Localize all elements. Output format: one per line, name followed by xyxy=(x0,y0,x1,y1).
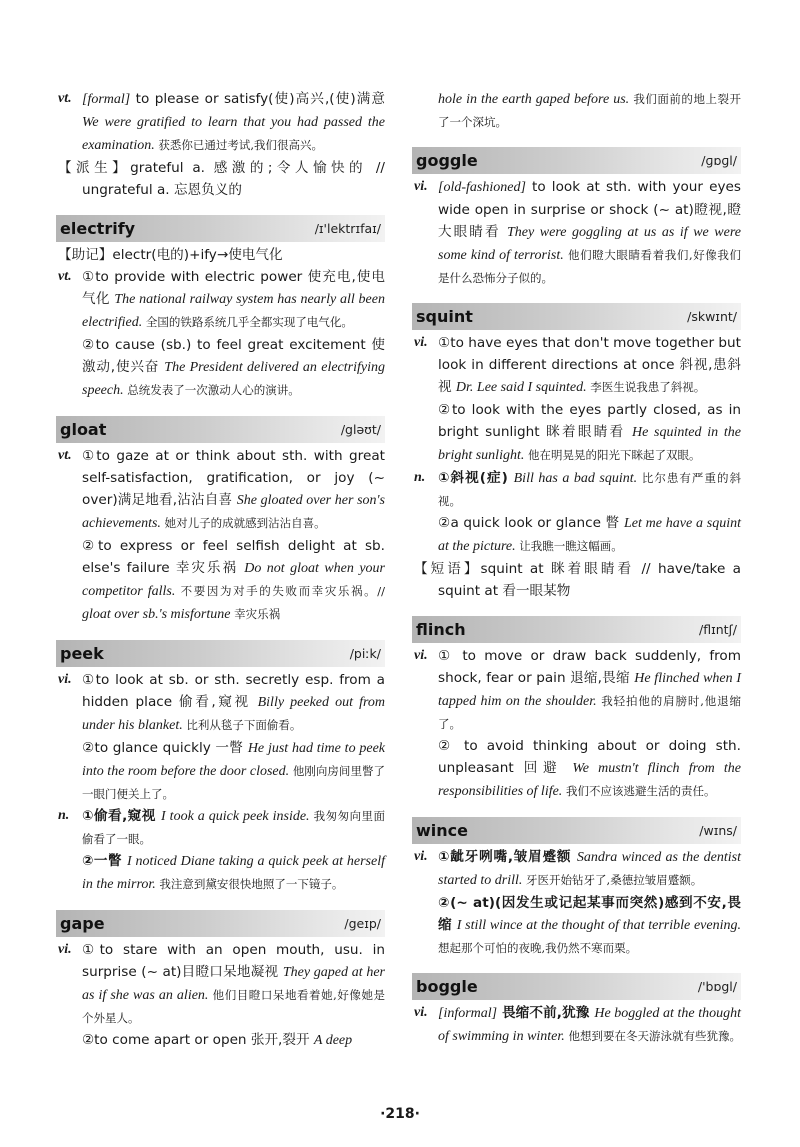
sense xyxy=(82,850,385,896)
translation: 获悉你已通过考试,我们很高兴。 xyxy=(154,138,324,152)
headword: electrify xyxy=(60,218,136,238)
pronunciation: /piːk/ xyxy=(349,645,381,661)
translation: 她对儿子的成就感到沾沾自喜。 xyxy=(160,516,326,530)
definition: ②a quick look or glance 瞥 xyxy=(438,515,625,531)
memo-note: 【助记】electr(电的)+ify→使电气化 xyxy=(58,247,283,263)
translation: 我匆匆向里面偷看了一眼。 xyxy=(82,809,385,846)
entry-header-peek xyxy=(56,640,385,667)
definition: ①to stare with an open mouth, usu. in surprise (~ at)目瞪口呆地凝视 xyxy=(82,942,385,980)
example: I still wince at the thought of that terrible evening. xyxy=(456,918,741,933)
translation: 幸灾乐祸 xyxy=(230,607,281,621)
example: gloat over sb.'s misfortune xyxy=(82,607,231,622)
translation: 我注意到黛安很快地照了一下镜子。 xyxy=(155,877,344,891)
sense xyxy=(58,805,385,850)
definition: ②to cause (sb.) to feel great excitement 使激动,使兴奋 xyxy=(82,337,385,375)
definition: ②to glance quickly 一瞥 xyxy=(82,740,248,756)
example: Let me have a squint at the picture. xyxy=(438,516,741,554)
sense xyxy=(414,846,741,892)
left-column xyxy=(58,88,385,1052)
headword: goggle xyxy=(416,150,478,170)
translation: 我们不应该逃避生活的责任。 xyxy=(562,784,716,798)
entry-gratify-tail xyxy=(58,88,385,157)
pronunciation: /'bɒgl/ xyxy=(697,978,737,994)
translation: 李医生说我患了斜视。 xyxy=(586,380,706,394)
translation: 想起那个可怕的夜晚,我仍然不寒而栗。 xyxy=(438,941,638,955)
sense xyxy=(82,334,385,402)
translation: 比利从毯子下面偷看。 xyxy=(182,718,302,732)
example: Bill has a bad squint. xyxy=(513,471,638,486)
definition: ② to avoid thinking about or doing sth. unpleasant 回避 xyxy=(438,738,741,776)
entry-header-gape xyxy=(56,910,385,937)
pos-label: vi. xyxy=(58,672,72,687)
example: The national railway system has nearly all been electrified. xyxy=(82,292,385,330)
sense xyxy=(82,1029,385,1052)
example: Dr. Lee said I squinted. xyxy=(455,380,587,395)
phrase-note: 【短语】squint at 眯着眼睛看 // have/take a squint at 看一眼某物 xyxy=(414,561,741,599)
entry-header-boggle xyxy=(412,973,741,1000)
example: Billy peeked out from under his blanket. xyxy=(82,695,385,733)
pos-label: vt. xyxy=(58,269,72,284)
entry-gape-continued xyxy=(438,88,741,133)
pos-label: vt. xyxy=(58,91,72,106)
example: A deep xyxy=(313,1033,353,1048)
definition: ②一瞥 xyxy=(82,853,127,869)
translation: 让我瞧一瞧这幅画。 xyxy=(515,539,623,553)
definition: ②(~ at)(因发生或记起某事而突然)感到不安,畏缩 xyxy=(438,895,741,933)
entry-header-squint xyxy=(412,303,741,330)
headword: squint xyxy=(416,306,473,326)
pronunciation: /flɪntʃ/ xyxy=(699,621,737,637)
headword: gloat xyxy=(60,419,107,439)
example: hole in the earth gaped before us. xyxy=(438,92,630,107)
headword: peek xyxy=(60,643,104,663)
entry-header-goggle xyxy=(412,147,741,174)
pos-label: vi. xyxy=(414,849,428,864)
sense xyxy=(58,669,385,737)
pos-label: vi. xyxy=(58,942,72,957)
pos-label: vi. xyxy=(414,335,428,350)
sense xyxy=(58,266,385,334)
definition: ②to come apart or open 张开,裂开 xyxy=(82,1032,314,1048)
example: We were gratified to learn that you had passed the examination. xyxy=(82,115,385,153)
definition: ①龇牙咧嘴,皱眉蹙额 xyxy=(438,849,577,865)
definition: ①to provide with electric power 使充电,使电气化 xyxy=(82,269,385,307)
definition: ①to have eyes that don't move together but look in different directions at once 斜视,患斜视 xyxy=(438,335,741,395)
translation: 我轻拍他的肩膀时,他退缩了。 xyxy=(438,694,742,731)
translation: 比尔患有严重的斜视。 xyxy=(438,471,742,508)
headword: boggle xyxy=(416,976,478,996)
definition: ①斜视(症) xyxy=(438,470,514,486)
translation: 牙医开始钻牙了,桑德拉皱眉蹙额。 xyxy=(522,873,703,887)
pronunciation: /ɡɒɡl/ xyxy=(701,152,737,168)
example: He squinted in the bright sunlight. xyxy=(438,425,741,463)
register-label: [informal] xyxy=(438,1006,498,1021)
translation: 全国的铁路系统几乎全都实现了电气化。 xyxy=(142,315,353,329)
entry-header-flinch xyxy=(412,616,741,643)
pos-label: vt. xyxy=(58,448,72,463)
example: We mustn't flinch from the responsibilities of life. xyxy=(438,761,741,799)
pronunciation: /gləʊt/ xyxy=(340,421,381,437)
definition: ②to look with the eyes partly closed, as in bright sunlight 眯着眼睛看 xyxy=(438,402,741,440)
headword: flinch xyxy=(416,619,466,639)
example: Do not gloat when your competitor falls. xyxy=(82,561,385,599)
example: Sandra winced as the dentist started to drill. xyxy=(438,850,741,888)
sense xyxy=(414,1002,741,1048)
example: He just had time to peek into the room before the door closed. xyxy=(82,741,386,779)
sense xyxy=(414,176,741,289)
example: They gaped at her as if she was an alien. xyxy=(82,965,385,1003)
definition: ①偷看,窥视 xyxy=(82,808,162,824)
sense xyxy=(414,332,741,399)
example: I noticed Diane taking a quick peek at herself in the mirror. xyxy=(82,854,386,892)
register-label: [formal] xyxy=(82,92,131,107)
page-number: ·218· xyxy=(380,1106,420,1122)
headword: wince xyxy=(416,820,468,840)
sense xyxy=(414,645,741,735)
entry-header-gloat xyxy=(56,416,385,443)
sense xyxy=(438,399,741,467)
sense xyxy=(438,892,741,959)
sense xyxy=(82,737,385,805)
entry-header-electrify xyxy=(56,215,385,242)
pos-label: vi. xyxy=(414,1005,428,1020)
definition: 畏缩不前,犹豫 xyxy=(497,1005,595,1021)
pronunciation: /wɪns/ xyxy=(699,822,737,838)
sense xyxy=(438,735,741,803)
definition: to look at sth. with your eyes wide open in surprise or shock (~ at)瞪视,瞪大眼睛看 xyxy=(438,179,741,240)
pos-label: vi. xyxy=(414,648,428,663)
sense xyxy=(58,445,385,535)
translation: 他在明晃晃的阳光下眯起了双眼。 xyxy=(524,448,701,462)
sense xyxy=(438,512,741,558)
sense xyxy=(414,467,741,512)
example: He boggled at the thought of swimming in winter. xyxy=(438,1006,741,1044)
example: She gloated over her son's achievements. xyxy=(82,493,385,531)
example: They were goggling at us as if we were some kind of terrorist. xyxy=(438,225,742,263)
pronunciation: /ɪ'lektrɪfaɪ/ xyxy=(314,220,381,236)
example: The President delivered an electrifying speech. xyxy=(82,360,385,398)
example: I took a quick peek inside. xyxy=(161,809,310,824)
register-label: [old-fashioned] xyxy=(438,180,526,195)
translation: 他刚向房间里瞥了一眼门便关上了。 xyxy=(82,764,385,801)
translation: 不要因为对手的失败而幸灾乐祸。// xyxy=(175,584,385,598)
pos-label: n. xyxy=(414,470,426,485)
definition: ① to move or draw back suddenly, from shock, fear or pain 退缩,畏缩 xyxy=(438,648,741,686)
pos-label: n. xyxy=(58,808,70,823)
translation: 他想到要在冬天游泳就有些犹豫。 xyxy=(564,1029,741,1043)
definition: ①to look at sb. or sth. secretly esp. from a hidden place 偷看,窥视 xyxy=(82,672,385,710)
definition: to please or satisfy(使)高兴,(使)满意 xyxy=(130,91,385,107)
pronunciation: /geɪp/ xyxy=(344,915,381,931)
definition: ②to express or feel selfish delight at sb. else's failure 幸灾乐祸 xyxy=(82,538,385,576)
pos-label: vi. xyxy=(414,179,428,194)
derived-note: 【派生】grateful a. 感激的;令人愉快的 // ungrateful a. 忘恩负义的 xyxy=(58,160,385,198)
definition: ①to gaze at or think about sth. with great self-satisfaction, gratification, or joy (~ over)满足地看,沾沾自喜 xyxy=(82,448,385,508)
translation: 他们瞪大眼睛看着我们,好像我们是什么恐怖分子似的。 xyxy=(438,248,741,285)
sense xyxy=(58,939,385,1029)
pronunciation: /skwɪnt/ xyxy=(687,308,737,324)
translation: 总统发表了一次激动人心的演讲。 xyxy=(123,383,300,397)
example: He flinched when I tapped him on the shoulder. xyxy=(438,671,742,709)
sense xyxy=(82,535,385,626)
translation: 他们目瞪口呆地看着她,好像她是个外星人。 xyxy=(82,988,386,1025)
headword: gape xyxy=(60,913,105,933)
translation: 我们面前的地上裂开了一个深坑。 xyxy=(438,92,741,129)
entry-header-wince xyxy=(412,817,741,844)
right-column xyxy=(414,88,741,1048)
